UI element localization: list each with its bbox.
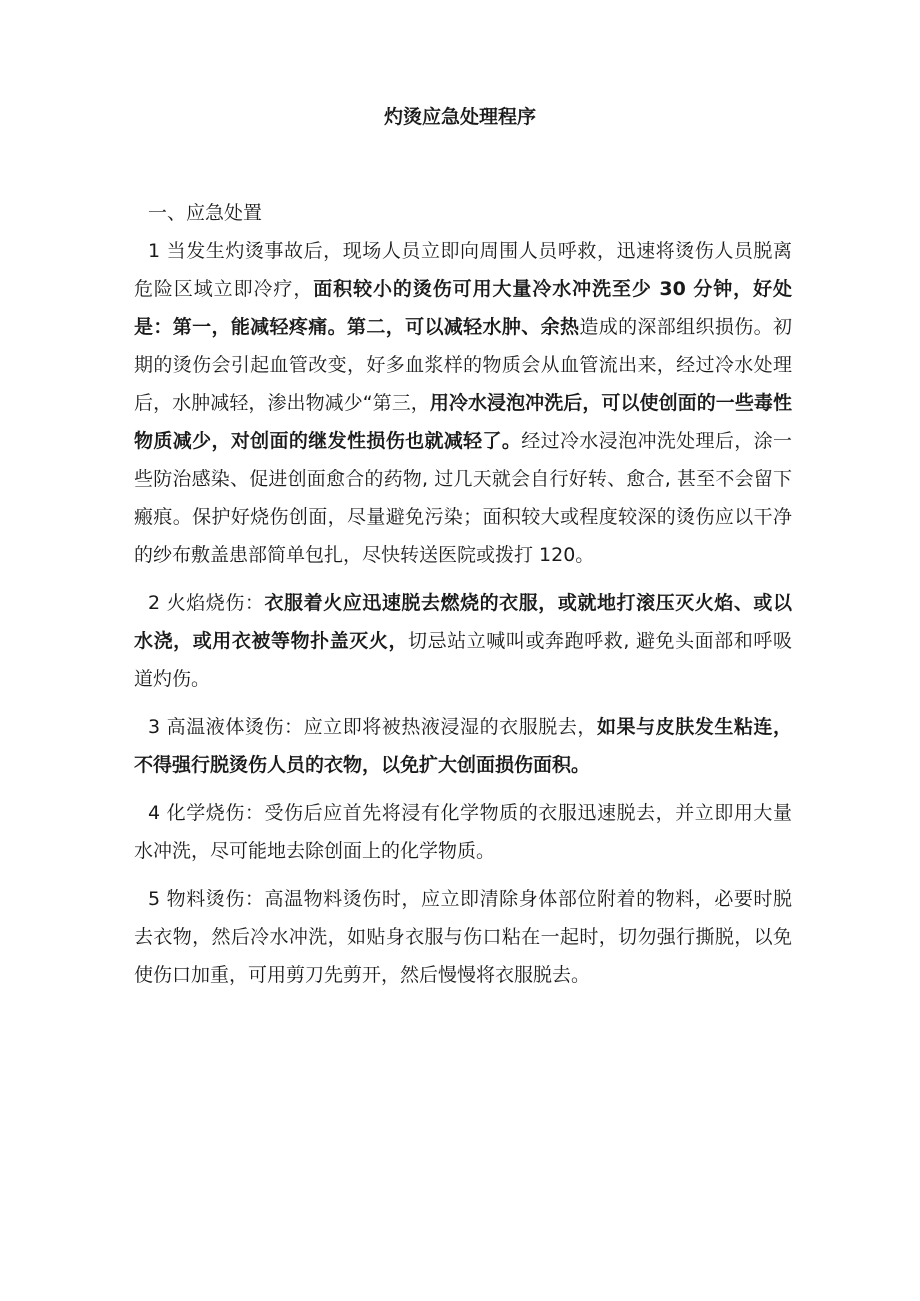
para-2-seg-1: 2 火焰烧伤： [148,592,265,614]
para-4-seg-1: 4 化学烧伤：受伤后应首先将浸有化学物质的衣服迅速脱去，并立即用大量水冲洗，尽可能地去除创面上的化学物质。 [134,802,792,862]
para-3-seg-1: 3 高温液体烫伤：应立即将被热液浸湿的衣服脱去， [148,716,597,738]
para-1-seg-3: 造成的深部组织损伤。初期的烫伤会引起血管改变，好多血浆样的物质会从血管流出来，经过冷水处理后，水肿减轻，渗出物减少“第三， [134,316,792,414]
para-2-seg-2: 衣服着火应迅速脱去燃烧的衣服，或就地打滚压灭火焰、或以水浇，或用衣被等物扑盖灭火， [134,592,792,652]
para-1-seg-4: 用冷水浸泡冲洗后，可以使创面的一些毒性物质减少，对创面的继发性损伤也就减轻了。 [134,392,792,452]
section-heading: 一、应急处置 [148,202,263,224]
paragraph-liquid-scald [134,708,792,784]
document-title: 灼烫应急处理程序 [383,106,536,128]
para-1-seg-1: 1 当发生灼烫事故后，现场人员立即向周围人员呼救，迅速将烫伤人员脱离危险区域立即冷疗， [134,240,792,300]
para-1-seg-2: 面积较小的烫伤可用大量冷水冲洗至少 30 分钟，好处是：第一，能减轻疼痛。第二，可以减轻水肿、余热 [134,278,792,338]
para-2-seg-3: 切忌站立喊叫或奔跑呼救, 避免头面部和呼吸道灼伤。 [134,630,792,690]
para-5-seg-1: 5 物料烫伤：高温物料烫伤时，应立即清除身体部位附着的物料，必要时脱去衣物，然后冷水冲洗，如贴身衣服与伤口粘在一起时，切勿强行撕脱，以免使伤口加重，可用剪刀先剪开，然后慢慢将衣服脱去。 [134,888,792,986]
document-body [134,199,792,1004]
paragraph-material-scald [134,880,792,994]
para-3-seg-2: 如果与皮肤发生粘连，不得强行脱烫伤人员的衣物，以免扩大创面损伤面积。 [134,716,792,776]
paragraph-flame-burn [134,584,792,698]
paragraph-burn-general [134,232,792,574]
paragraph-chemical-burn [134,794,792,870]
para-1-seg-5: 经过冷水浸泡冲洗处理后，涂一些防治感染、促进创面愈合的药物, 过几天就会自行好转、愈合, 甚至不会留下瘢痕。保护好烧伤创面，尽量避免污染；面积较大或程度较深的烫伤应以干净的纱布敷盖患部简单包扎，尽快转送医院或拨打 120。 [134,430,792,566]
